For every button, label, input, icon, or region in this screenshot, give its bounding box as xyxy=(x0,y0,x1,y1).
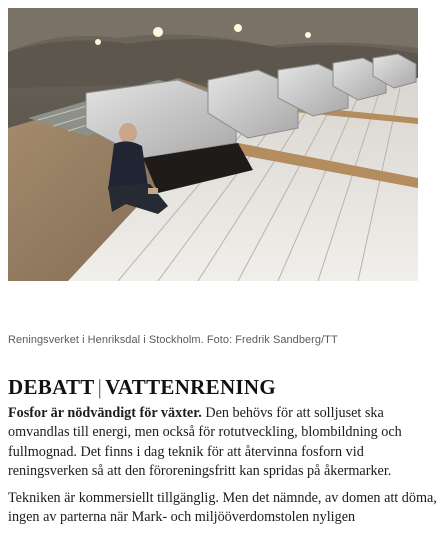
article-photo xyxy=(8,8,418,281)
lede-text: Fosfor är nödvändigt för växter. xyxy=(8,405,202,421)
headline-separator: | xyxy=(97,375,103,399)
paragraph-text: Tekniken är kommersiellt tillgänglig. Men det nämnde, av domen att döma, ingen av parterna när Mark- och miljööverdomstolen nyligen xyxy=(8,489,437,526)
paragraph xyxy=(8,404,438,482)
article-headline xyxy=(8,373,276,401)
section-label: DEBATT xyxy=(8,375,95,399)
article-body xyxy=(8,404,438,534)
photo-caption: Reningsverket i Henriksdal i Stockholm. Foto: Fredrik Sandberg/TT xyxy=(8,334,338,346)
paragraph-text: Den behövs för att solljuset ska omvandlas till energi, men också för rotutveckling, blombildning och fullmognad. Det finns i dag teknik för att återvinna fosforn vid reningsverken så att den föroreningsfritt kan spridas på åkermarker. xyxy=(8,405,402,480)
paragraph xyxy=(8,489,438,528)
topic-label: VATTENRENING xyxy=(105,375,276,399)
